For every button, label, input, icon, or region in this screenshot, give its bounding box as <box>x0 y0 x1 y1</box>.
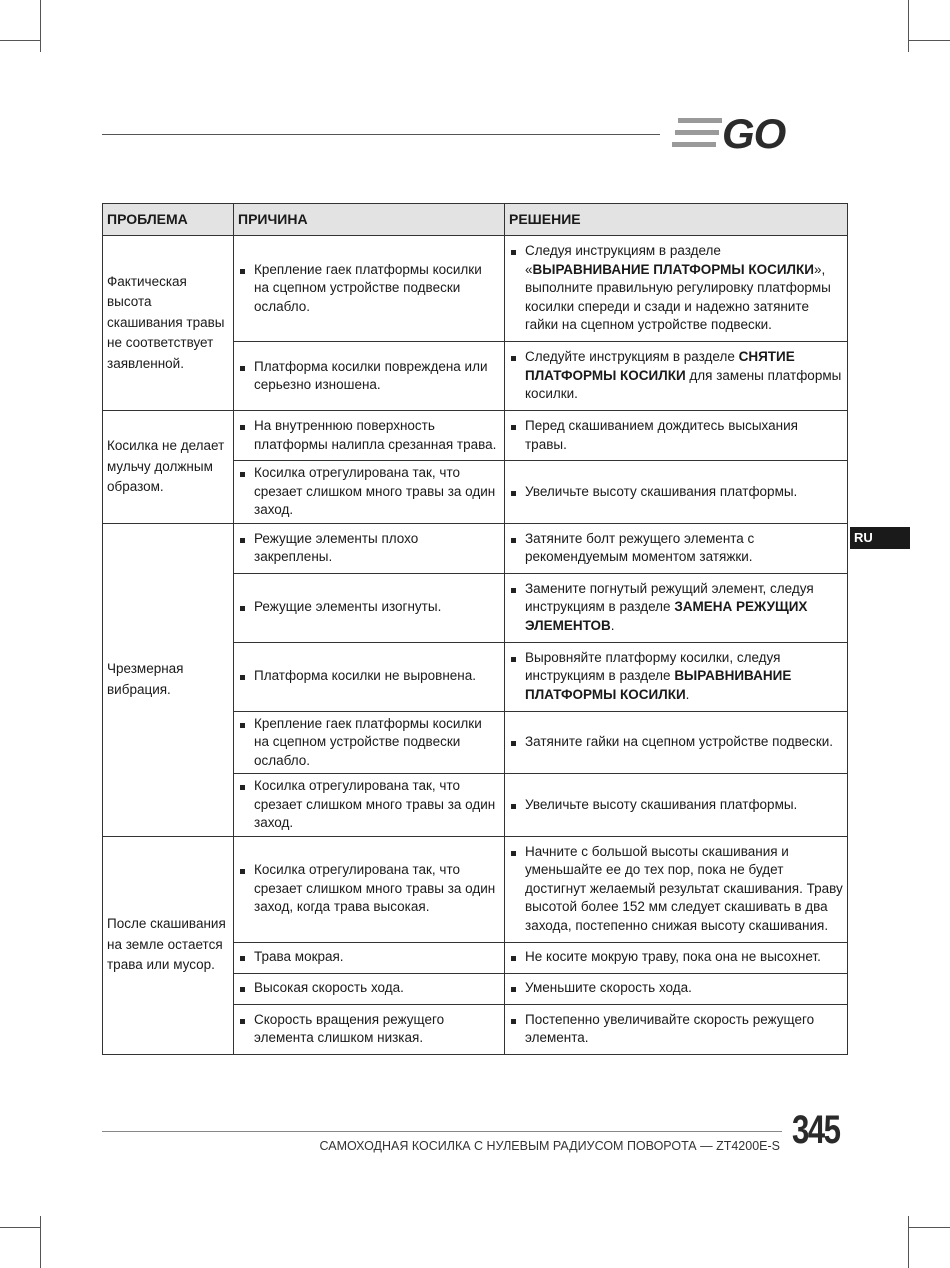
cause-cell <box>234 411 505 461</box>
solution-text: Выровняйте платформу косилки, следуя инструкциям в разделе ВЫРАВНИВАНИЕ ПЛАТФОРМЫ КОСИЛКИ. <box>525 649 792 702</box>
crop-mark <box>0 1227 40 1228</box>
cause-text: Косилка отрегулирована так, что срезает слишком много травы за один заход, когда трава высокая. <box>254 862 496 915</box>
bullet-icon <box>240 987 245 992</box>
solution-cell <box>505 973 848 1004</box>
table-header-row <box>103 204 848 236</box>
logo-stripe <box>672 142 716 147</box>
crop-mark <box>908 1227 950 1228</box>
crop-mark <box>908 0 909 52</box>
solution-text: Увеличьте высоту скашивания платформы. <box>525 796 798 812</box>
solution-text: Уменьшите скорость хода. <box>525 980 692 996</box>
solution-text: Перед скашиванием дождитесь высыхания травы. <box>525 418 798 452</box>
problem-cell: Чрезмерная вибрация. <box>103 523 234 836</box>
logo-stripe <box>678 118 722 123</box>
problem-cell: Косилка не делает мульчу должным образом. <box>103 411 234 524</box>
cause-cell <box>234 461 505 524</box>
bullet-icon <box>240 675 245 680</box>
bullet-icon <box>511 491 516 496</box>
bullet-icon <box>240 606 245 611</box>
crop-mark <box>0 40 40 41</box>
language-tab: RU <box>850 527 910 549</box>
table-row <box>103 836 848 942</box>
bullet-icon <box>511 425 516 430</box>
table-row <box>103 411 848 461</box>
cause-cell <box>234 573 505 642</box>
cause-text: Косилка отрегулирована так, что срезает слишком много травы за один заход. <box>254 778 496 830</box>
cause-cell <box>234 774 505 837</box>
troubleshooting-table <box>102 203 848 1055</box>
table-row <box>103 236 848 342</box>
bullet-icon <box>240 956 245 961</box>
bullet-icon <box>240 425 245 430</box>
cause-text: Косилка отрегулирована так, что срезает слишком много травы за один заход. <box>254 465 496 517</box>
solution-text: Не косите мокрую траву, пока она не высохнет. <box>525 949 821 965</box>
solution-cell <box>505 836 848 942</box>
solution-cell <box>505 236 848 342</box>
logo-stripe <box>675 130 719 135</box>
solution-cell <box>505 461 848 524</box>
crop-mark <box>40 1216 41 1268</box>
bullet-icon <box>511 657 516 662</box>
solution-text: Постепенно увеличивайте скорость режущего элемента. <box>525 1011 815 1045</box>
solution-cell <box>505 711 848 774</box>
cause-cell <box>234 942 505 973</box>
bullet-icon <box>511 987 516 992</box>
cause-text: Скорость вращения режущего элемента слишком низкая. <box>254 1011 445 1045</box>
problem-cell: После скашивания на земле остается трава или мусор. <box>103 836 234 1054</box>
cause-text: Платформа косилки не выровнена. <box>254 668 477 684</box>
cause-text: Режущие элементы плохо закреплены. <box>254 530 419 564</box>
bullet-icon <box>511 851 516 856</box>
crop-mark <box>40 0 41 52</box>
solution-cell <box>505 774 848 837</box>
page-number: 345 <box>792 1108 840 1152</box>
bullet-icon <box>511 956 516 961</box>
bullet-icon <box>240 538 245 543</box>
solution-cell <box>505 342 848 411</box>
solution-text: Замените погнутый режущий элемент, следуя инструкциям в разделе ЗАМЕНА РЕЖУЩИХ ЭЛЕМЕНТОВ. <box>525 580 814 633</box>
solution-text: Начните с большой высоты скашивания и уменьшайте ее до тех пор, пока не будет достигнут желаемый результат скашивания. Траву высотой более 152 мм следует скашивать в два захода, постепенно снижая высоту скашивания. <box>525 843 843 933</box>
header-rule <box>102 134 660 135</box>
crop-mark <box>908 1216 909 1268</box>
solution-text: Следуя инструкциям в разделе «ВЫРАВНИВАНИЕ ПЛАТФОРМЫ КОСИЛКИ», выполните правильную регулировку платформы косилки спереди и сзади и надежно затяните гайки на сцепном устройстве подвески. <box>525 243 831 333</box>
solution-cell <box>505 1004 848 1054</box>
solution-text: Затяните гайки на сцепном устройстве подвески. <box>525 734 834 749</box>
cause-cell <box>234 642 505 711</box>
cause-cell <box>234 836 505 942</box>
bullet-icon <box>511 588 516 593</box>
cause-text: Крепление гаек платформы косилки на сцепном устройстве подвески ослабло. <box>254 715 482 768</box>
cause-text: Платформа косилки повреждена или серьезно изношена. <box>254 358 488 392</box>
cause-text: На внутреннюю поверхность платформы налипла срезанная трава. <box>254 418 497 452</box>
table-row <box>103 523 848 573</box>
cause-cell <box>234 342 505 411</box>
cause-text: Высокая скорость хода. <box>254 980 404 996</box>
bullet-icon <box>240 785 245 790</box>
bullet-icon <box>240 723 245 728</box>
bullet-icon <box>511 804 516 809</box>
cause-cell <box>234 236 505 342</box>
bullet-icon <box>240 472 245 477</box>
bullet-icon <box>240 269 245 274</box>
ego-logo <box>672 112 844 154</box>
crop-mark <box>908 40 950 41</box>
cause-text: Режущие элементы изогнуты. <box>254 599 442 615</box>
cause-text: Трава мокрая. <box>254 949 344 965</box>
header-cause: ПРИЧИНА <box>234 204 505 236</box>
footer-rule <box>102 1131 782 1132</box>
solution-cell <box>505 523 848 573</box>
bullet-icon <box>240 869 245 874</box>
solution-cell <box>505 642 848 711</box>
bullet-icon <box>511 356 516 361</box>
bullet-icon <box>240 366 245 371</box>
logo-text: GO <box>722 112 786 154</box>
header-solution: РЕШЕНИЕ <box>505 204 848 236</box>
solution-cell <box>505 942 848 973</box>
solution-cell <box>505 411 848 461</box>
cause-cell <box>234 973 505 1004</box>
solution-text: Затяните болт режущего элемента с рекомендуемым моментом затяжки. <box>525 530 755 564</box>
footer-title: САМОХОДНАЯ КОСИЛКА С НУЛЕВЫМ РАДИУСОМ ПОВОРОТА — ZT4200E-S <box>319 1139 780 1153</box>
bullet-icon <box>511 741 516 746</box>
cause-cell <box>234 1004 505 1054</box>
solution-cell <box>505 573 848 642</box>
cause-text: Крепление гаек платформы косилки на сцепном устройстве подвески ослабло. <box>254 261 482 314</box>
bullet-icon <box>240 1019 245 1024</box>
problem-cell: Фактическая высота скашивания травы не соответствует заявленной. <box>103 236 234 411</box>
cause-cell <box>234 711 505 774</box>
solution-text: Следуйте инструкциям в разделе СНЯТИЕ ПЛАТФОРМЫ КОСИЛКИ для замены платформы косилки. <box>525 349 842 402</box>
bullet-icon <box>511 250 516 255</box>
cause-cell <box>234 523 505 573</box>
bullet-icon <box>511 538 516 543</box>
solution-text: Увеличьте высоту скашивания платформы. <box>525 483 798 499</box>
header-problem: ПРОБЛЕМА <box>103 204 234 236</box>
bullet-icon <box>511 1019 516 1024</box>
